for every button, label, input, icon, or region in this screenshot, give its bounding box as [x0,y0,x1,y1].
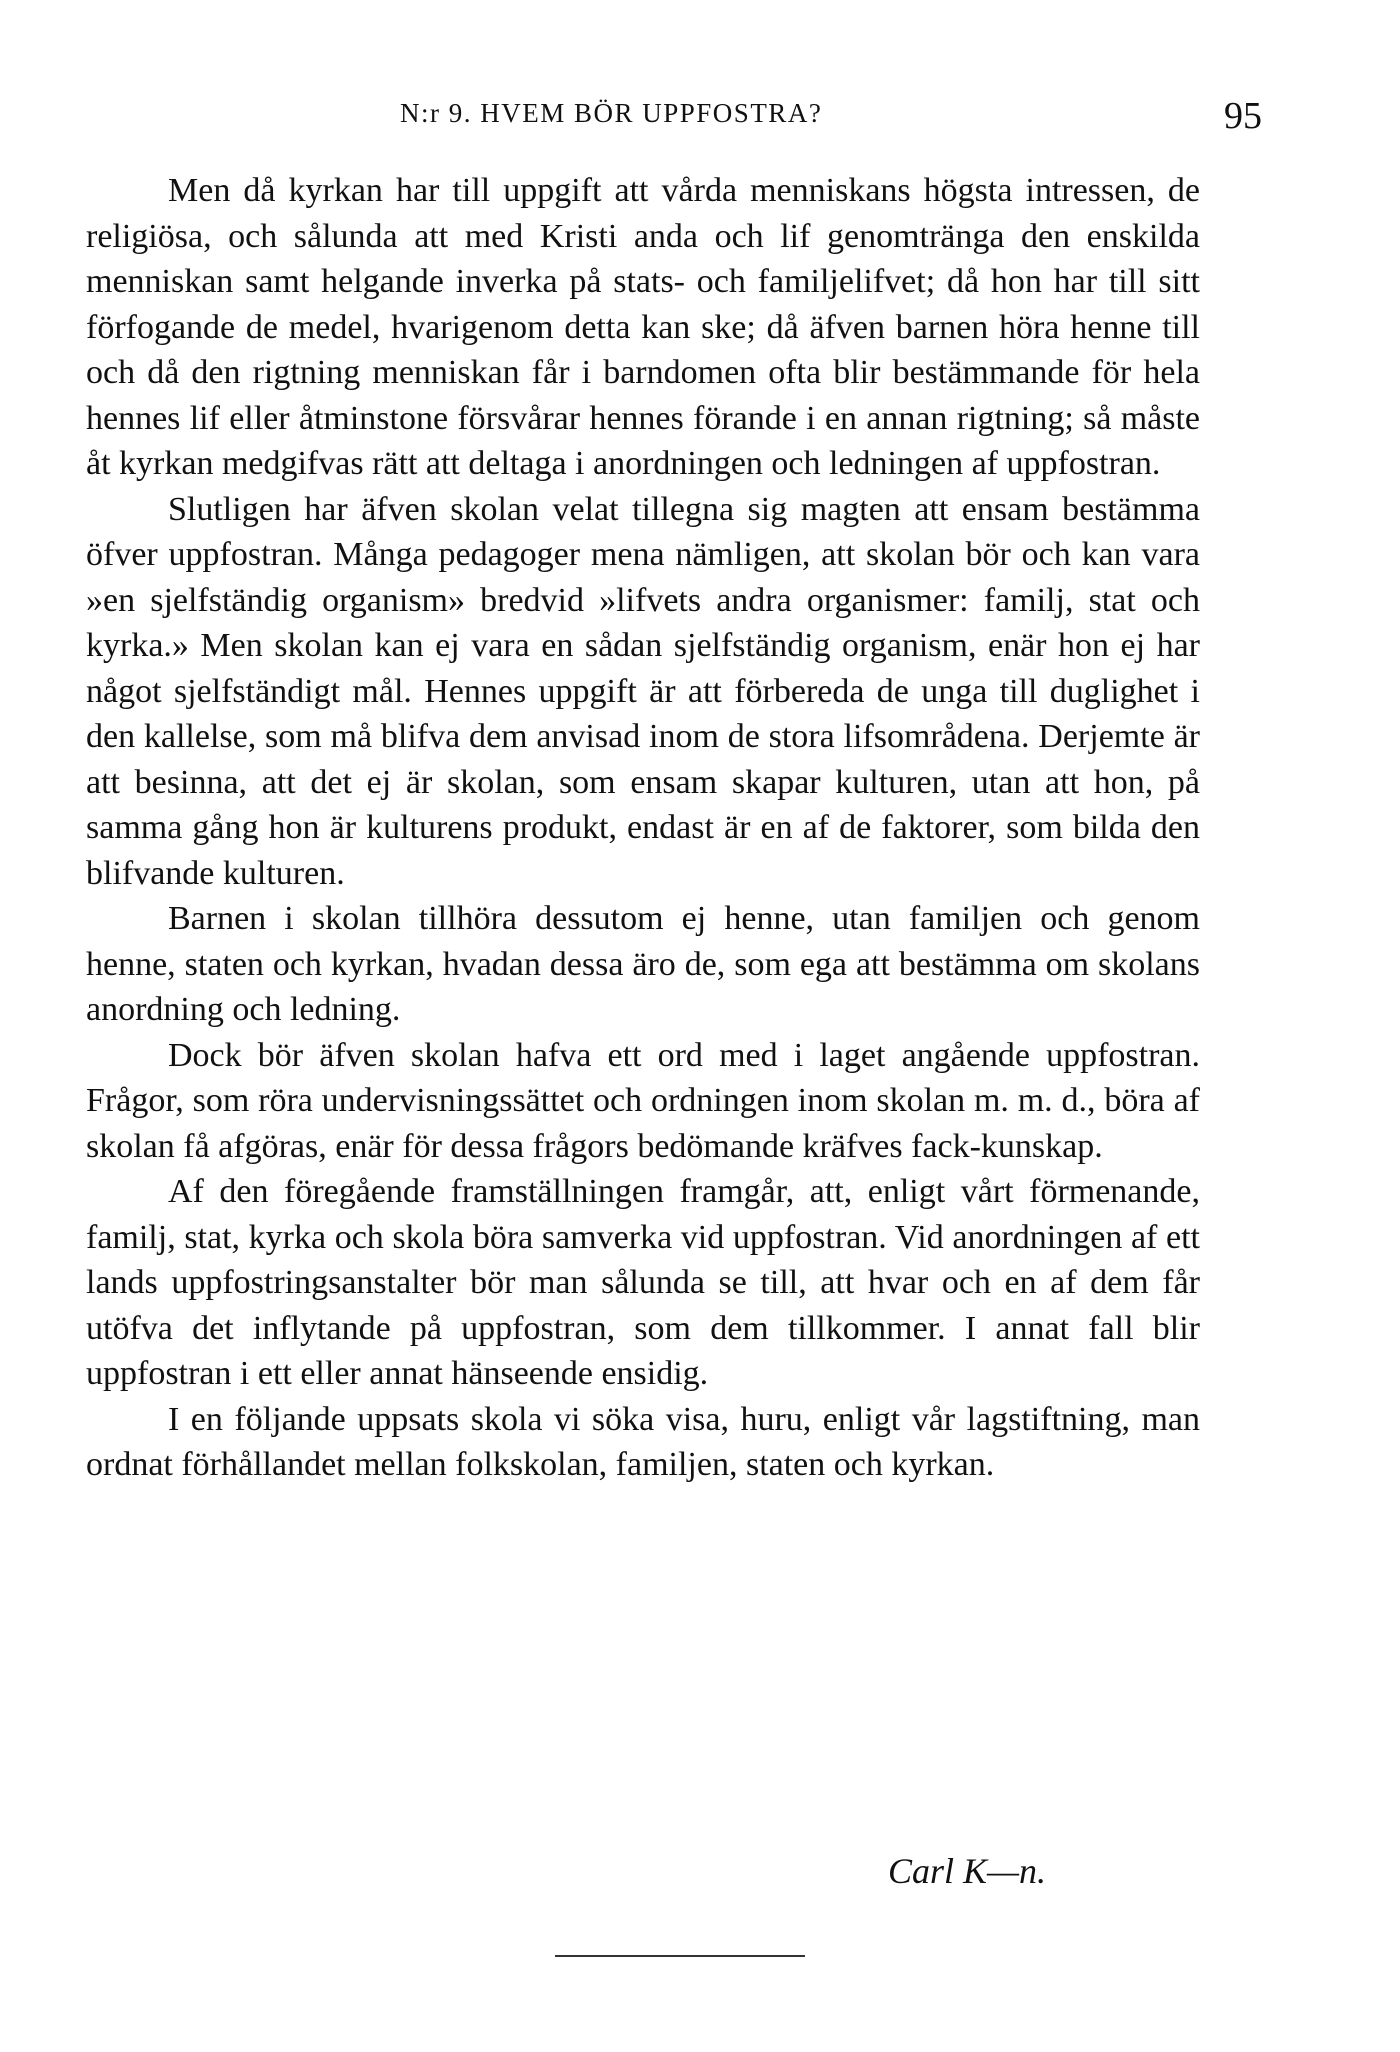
running-title: N:r 9. HVEM BÖR UPPFOSTRA? [400,98,823,128]
paragraph: Men då kyrkan har till uppgift att vårda menniskans högsta intressen, de religiösa, och sålunda att med Kristi anda och lif genomtränga den enskilda menniskan samt helgande inverka på stats- och familjelifvet; då hon har till sitt förfogande de medel, hvarigenom detta kan ske; då äfven barnen höra henne till och då den rigtning menniskan får i barndomen ofta blir bestämmande för hela hennes lif eller åtminstone försvårar hennes förande i en annan rigtning; så måste åt kyrkan medgifvas rätt att deltaga i anordningen och ledningen af uppfostran. [86,172,1200,482]
paragraph: I en följande uppsats skola vi söka visa, huru, enligt vår lagstiftning, man ordnat förhållandet mellan folkskolan, familjen, staten och kyrkan. [86,1400,1200,1483]
paragraph: Dock bör äfven skolan hafva ett ord med i laget angående uppfostran. Frågor, som röra undervisningssättet och ordningen inom skolan m. m. d., böra af skolan få afgöras, enär för dessa frågors bedömande kräfves fack-kunskap. [86,1036,1200,1165]
body-text [86,168,1200,1488]
page-number: 95 [1224,95,1262,137]
author-signature: Carl K—n. [888,1851,1047,1891]
end-rule [555,1955,805,1957]
paragraph: Slutligen har äfven skolan velat tillegna sig magten att ensam bestämma öfver uppfostran. Många pedagoger mena nämligen, att skolan bör och kan vara »en sjelfständig organism» bredvid »lifvets andra organismer: familj, stat och kyrka.» Men skolan kan ej vara en sådan sjelfständig organism, enär hon ej har något sjelfständigt mål. Hennes uppgift är att förbereda de unga till duglighet i den kallelse, som må blifva dem anvisad inom de stora lifsområdena. Derjemte är att besinna, att det ej är skolan, som ensam skapar kulturen, utan att hon, på samma gång hon är kulturens produkt, endast är en af de faktorer, som bilda den blifvande kulturen. [86,490,1200,892]
paragraph: Af den föregående framställningen framgår, att, enligt vårt förmenande, familj, stat, kyrka och skola böra samverka vid uppfostran. Vid anordningen af ett lands uppfostringsanstalter bör man sålunda se till, att hvar och en af dem får utöfva det inflytande på uppfostran, som dem tillkommer. I annat fall blir uppfostran i ett eller annat hänseende ensidig. [86,1173,1200,1392]
running-head [400,95,1262,142]
paragraph: Barnen i skolan tillhöra dessutom ej henne, utan familjen och genom henne, staten och kyrkan, hvadan dessa äro de, som ega att bestämma om skolans anordning och ledning. [86,900,1200,1028]
